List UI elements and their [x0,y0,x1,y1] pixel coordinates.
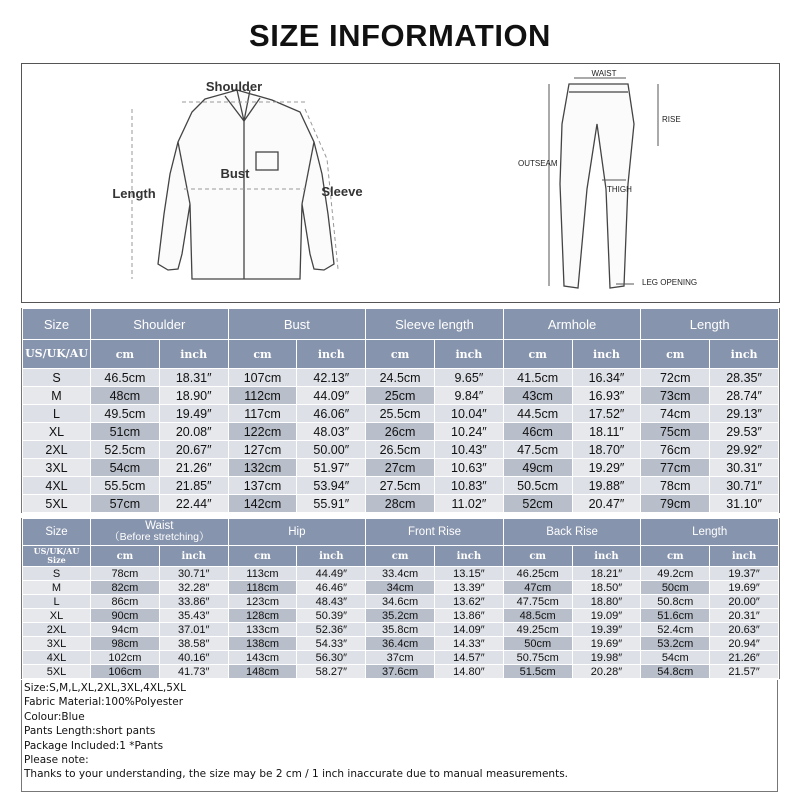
inch-value-cell: 14.80″ [434,665,503,679]
cm-value-cell: 113cm [228,567,297,581]
col-header: Back Rise [503,519,641,546]
unit-inch: inch [434,340,503,369]
inch-value-cell: 19.69″ [572,637,641,651]
col-header: Armhole [503,309,641,340]
inch-value-cell: 44.49″ [297,567,366,581]
cm-value-cell: 49.2cm [641,567,710,581]
cm-value-cell: 54.8cm [641,665,710,679]
cm-value-cell: 78cm [641,477,710,495]
table-unit-row [23,546,779,567]
unit-inch: inch [297,340,366,369]
inch-value-cell: 13.86″ [434,609,503,623]
table-unit-row [23,340,779,369]
table-row [23,387,779,405]
cm-value-cell: 54cm [641,651,710,665]
col-header: Length [641,309,779,340]
shirt-drawing [158,90,334,279]
cm-value-cell: 50.8cm [641,595,710,609]
inch-value-cell: 44.09″ [297,387,366,405]
inch-value-cell: 13.62″ [434,595,503,609]
inch-value-cell: 19.88″ [572,477,641,495]
cm-value-cell: 35.8cm [366,623,435,637]
inch-value-cell: 16.93″ [572,387,641,405]
inch-value-cell: 18.31″ [159,369,228,387]
region-header [23,546,91,567]
cm-value-cell: 138cm [228,637,297,651]
inch-value-cell: 20.67″ [159,441,228,459]
pants-size-table [21,518,780,679]
cm-value-cell: 27.5cm [366,477,435,495]
unit-inch: inch [572,546,641,567]
inch-value-cell: 28.35″ [710,369,779,387]
note-disclaimer: Thanks to your understanding, the size may be 2 cm / 1 inch inaccurate due to manual measurements. [24,768,569,781]
cm-value-cell: 24.5cm [366,369,435,387]
cm-value-cell: 128cm [228,609,297,623]
cm-value-cell: 57cm [91,495,160,513]
cm-value-cell: 51.6cm [641,609,710,623]
cm-value-cell: 36.4cm [366,637,435,651]
region-label: US/UK/AU [33,546,80,556]
cm-value-cell: 47.75cm [503,595,572,609]
note-colour: Colour:Blue [24,710,85,723]
inch-value-cell: 29.92″ [710,441,779,459]
garment-diagram [21,63,780,303]
cm-value-cell: 46cm [503,423,572,441]
shirt-size-table [21,308,780,513]
cm-value-cell: 148cm [228,665,297,679]
col-header: Bust [228,309,366,340]
inch-value-cell: 13.39″ [434,581,503,595]
inch-value-cell: 17.52″ [572,405,641,423]
cm-value-cell: 52.5cm [91,441,160,459]
cm-value-cell: 137cm [228,477,297,495]
cm-value-cell: 48.5cm [503,609,572,623]
note-package: Package Included:1 *Pants [24,739,164,752]
inch-value-cell: 30.31″ [710,459,779,477]
label-waist: WAIST [591,69,617,78]
waist-label: Waist [145,520,174,532]
inch-value-cell: 19.49″ [159,405,228,423]
cm-value-cell: 122cm [228,423,297,441]
unit-inch: inch [159,340,228,369]
inch-value-cell: 10.43″ [434,441,503,459]
inch-value-cell: 19.69″ [710,581,779,595]
unit-cm: cm [366,340,435,369]
col-header: Sleeve length [366,309,504,340]
inch-value-cell: 16.34″ [572,369,641,387]
cm-value-cell: 37cm [366,651,435,665]
cm-value-cell: 33.4cm [366,567,435,581]
label-thigh: THIGH [607,185,632,194]
inch-value-cell: 41.73″ [159,665,228,679]
size-cell: 3XL [23,637,91,651]
inch-value-cell: 9.84″ [434,387,503,405]
garment-illustration [22,64,779,302]
cm-value-cell: 55.5cm [91,477,160,495]
inch-value-cell: 19.09″ [572,609,641,623]
inch-value-cell: 56.30″ [297,651,366,665]
label-length: Length [112,186,156,201]
inch-value-cell: 20.31″ [710,609,779,623]
inch-value-cell: 38.58″ [159,637,228,651]
cm-value-cell: 132cm [228,459,297,477]
cm-value-cell: 50cm [641,581,710,595]
note-please-note: Please note: [24,754,89,767]
inch-value-cell: 21.85″ [159,477,228,495]
cm-value-cell: 72cm [641,369,710,387]
inch-value-cell: 18.70″ [572,441,641,459]
unit-inch: inch [710,546,779,567]
inch-value-cell: 18.90″ [159,387,228,405]
cm-value-cell: 142cm [228,495,297,513]
cm-value-cell: 25cm [366,387,435,405]
inch-value-cell: 18.11″ [572,423,641,441]
inch-value-cell: 32.28″ [159,581,228,595]
cm-value-cell: 37.6cm [366,665,435,679]
size-cell: M [23,581,91,595]
inch-value-cell: 14.33″ [434,637,503,651]
inch-value-cell: 11.02″ [434,495,503,513]
cm-value-cell: 102cm [91,651,160,665]
table-row [23,637,779,651]
inch-value-cell: 46.06″ [297,405,366,423]
inch-value-cell: 18.21″ [572,567,641,581]
inch-value-cell: 20.94″ [710,637,779,651]
size-cell: 4XL [23,477,91,495]
inch-value-cell: 20.00″ [710,595,779,609]
cm-value-cell: 49cm [503,459,572,477]
table-row [23,369,779,387]
unit-cm: cm [91,546,160,567]
size-cell: XL [23,609,91,623]
unit-cm: cm [503,546,572,567]
table-row [23,423,779,441]
table-row [23,665,779,679]
inch-value-cell: 19.29″ [572,459,641,477]
cm-value-cell: 25.5cm [366,405,435,423]
cm-value-cell: 50.75cm [503,651,572,665]
cm-value-cell: 48cm [91,387,160,405]
unit-inch: inch [710,340,779,369]
col-header: Shoulder [91,309,229,340]
size-cell: M [23,387,91,405]
cm-value-cell: 106cm [91,665,160,679]
cm-value-cell: 112cm [228,387,297,405]
cm-value-cell: 98cm [91,637,160,651]
inch-value-cell: 35.43″ [159,609,228,623]
table-row [23,651,779,665]
unit-cm: cm [503,340,572,369]
table-row [23,581,779,595]
cm-value-cell: 75cm [641,423,710,441]
unit-inch: inch [434,546,503,567]
cm-value-cell: 52cm [503,495,572,513]
cm-value-cell: 107cm [228,369,297,387]
inch-value-cell: 10.24″ [434,423,503,441]
inch-value-cell: 20.08″ [159,423,228,441]
cm-value-cell: 26.5cm [366,441,435,459]
inch-value-cell: 28.74″ [710,387,779,405]
inch-value-cell: 21.26″ [710,651,779,665]
label-leg-opening: LEG OPENING [642,278,698,287]
inch-value-cell: 58.27″ [297,665,366,679]
table-row [23,609,779,623]
inch-value-cell: 14.57″ [434,651,503,665]
note-pants-length: Pants Length:short pants [24,725,156,738]
cm-value-cell: 35.2cm [366,609,435,623]
size-header: Size [23,519,91,546]
inch-value-cell: 55.91″ [297,495,366,513]
cm-value-cell: 47cm [503,581,572,595]
inch-value-cell: 48.43″ [297,595,366,609]
cm-value-cell: 78cm [91,567,160,581]
unit-inch: inch [572,340,641,369]
cm-value-cell: 123cm [228,595,297,609]
unit-inch: inch [159,546,228,567]
unit-cm: cm [641,546,710,567]
unit-inch: inch [297,546,366,567]
note-sizes: Size:S,M,L,XL,2XL,3XL,4XL,5XL [24,682,186,694]
cm-value-cell: 94cm [91,623,160,637]
table-row [23,623,779,637]
inch-value-cell: 9.65″ [434,369,503,387]
size-header: Size [23,309,91,340]
col-header: Front Rise [366,519,504,546]
cm-value-cell: 73cm [641,387,710,405]
label-outseam: OUTSEAM [518,159,558,168]
inch-value-cell: 21.57″ [710,665,779,679]
inch-value-cell: 10.04″ [434,405,503,423]
inch-value-cell: 31.10″ [710,495,779,513]
cm-value-cell: 27cm [366,459,435,477]
table-row [23,495,779,513]
cm-value-cell: 74cm [641,405,710,423]
cm-value-cell: 143cm [228,651,297,665]
cm-value-cell: 117cm [228,405,297,423]
inch-value-cell: 19.98″ [572,651,641,665]
inch-value-cell: 42.13″ [297,369,366,387]
inch-value-cell: 46.46″ [297,581,366,595]
inch-value-cell: 54.33″ [297,637,366,651]
cm-value-cell: 53.2cm [641,637,710,651]
inch-value-cell: 48.03″ [297,423,366,441]
cm-value-cell: 86cm [91,595,160,609]
inch-value-cell: 50.00″ [297,441,366,459]
cm-value-cell: 47.5cm [503,441,572,459]
size-cell: L [23,405,91,423]
cm-value-cell: 51cm [91,423,160,441]
inch-value-cell: 10.83″ [434,477,503,495]
cm-value-cell: 90cm [91,609,160,623]
size-cell: 5XL [23,495,91,513]
table-row [23,441,779,459]
inch-value-cell: 53.94″ [297,477,366,495]
inch-value-cell: 20.47″ [572,495,641,513]
unit-cm: cm [91,340,160,369]
cm-value-cell: 77cm [641,459,710,477]
unit-cm: cm [366,546,435,567]
label-shoulder: Shoulder [205,79,263,94]
inch-value-cell: 29.13″ [710,405,779,423]
inch-value-cell: 19.37″ [710,567,779,581]
inch-value-cell: 51.97″ [297,459,366,477]
inch-value-cell: 20.63″ [710,623,779,637]
inch-value-cell: 33.86″ [159,595,228,609]
cm-value-cell: 46.5cm [91,369,160,387]
cm-value-cell: 50cm [503,637,572,651]
region-size-label: Size [47,555,66,565]
table-row [23,459,779,477]
label-bust: Bust [220,166,250,181]
inch-value-cell: 10.63″ [434,459,503,477]
inch-value-cell: 18.80″ [572,595,641,609]
cm-value-cell: 28cm [366,495,435,513]
note-fabric: Fabric Material:100%Polyester [24,696,184,709]
col-header-waist [91,519,229,546]
cm-value-cell: 44.5cm [503,405,572,423]
cm-value-cell: 76cm [641,441,710,459]
cm-value-cell: 82cm [91,581,160,595]
unit-cm: cm [228,340,297,369]
cm-value-cell: 49.25cm [503,623,572,637]
inch-value-cell: 20.28″ [572,665,641,679]
unit-cm: cm [641,340,710,369]
waist-note: （Before stretching） [109,531,210,543]
cm-value-cell: 50.5cm [503,477,572,495]
cm-value-cell: 51.5cm [503,665,572,679]
inch-value-cell: 14.09″ [434,623,503,637]
col-header: Hip [228,519,366,546]
table-row [23,595,779,609]
cm-value-cell: 34.6cm [366,595,435,609]
cm-value-cell: 46.25cm [503,567,572,581]
table-row [23,567,779,581]
cm-value-cell: 79cm [641,495,710,513]
size-cell: 3XL [23,459,91,477]
size-cell: L [23,595,91,609]
inch-value-cell: 21.26″ [159,459,228,477]
cm-value-cell: 133cm [228,623,297,637]
size-cell: S [23,369,91,387]
table-row [23,405,779,423]
cm-value-cell: 41.5cm [503,369,572,387]
cm-value-cell: 54cm [91,459,160,477]
cm-value-cell: 127cm [228,441,297,459]
size-cell: 5XL [23,665,91,679]
size-cell: 2XL [23,623,91,637]
cm-value-cell: 26cm [366,423,435,441]
cm-value-cell: 43cm [503,387,572,405]
table-header-row [23,519,779,546]
cm-value-cell: 52.4cm [641,623,710,637]
inch-value-cell: 22.44″ [159,495,228,513]
product-notes [21,680,778,792]
inch-value-cell: 50.39″ [297,609,366,623]
table-row [23,477,779,495]
inch-value-cell: 19.39″ [572,623,641,637]
cm-value-cell: 49.5cm [91,405,160,423]
inch-value-cell: 30.71″ [710,477,779,495]
label-rise: RISE [662,115,681,124]
inch-value-cell: 40.16″ [159,651,228,665]
label-sleeve: Sleeve [321,184,363,199]
inch-value-cell: 29.53″ [710,423,779,441]
unit-cm: cm [228,546,297,567]
inch-value-cell: 30.71″ [159,567,228,581]
inch-value-cell: 13.15″ [434,567,503,581]
size-cell: 2XL [23,441,91,459]
cm-value-cell: 34cm [366,581,435,595]
inch-value-cell: 18.50″ [572,581,641,595]
size-cell: S [23,567,91,581]
inch-value-cell: 52.36″ [297,623,366,637]
cm-value-cell: 118cm [228,581,297,595]
inch-value-cell: 37.01″ [159,623,228,637]
col-header: Length [641,519,779,546]
table-header-row [23,309,779,340]
page-title: SIZE INFORMATION [249,18,551,53]
region-header: US/UK/AU [23,340,91,369]
size-cell: XL [23,423,91,441]
size-cell: 4XL [23,651,91,665]
